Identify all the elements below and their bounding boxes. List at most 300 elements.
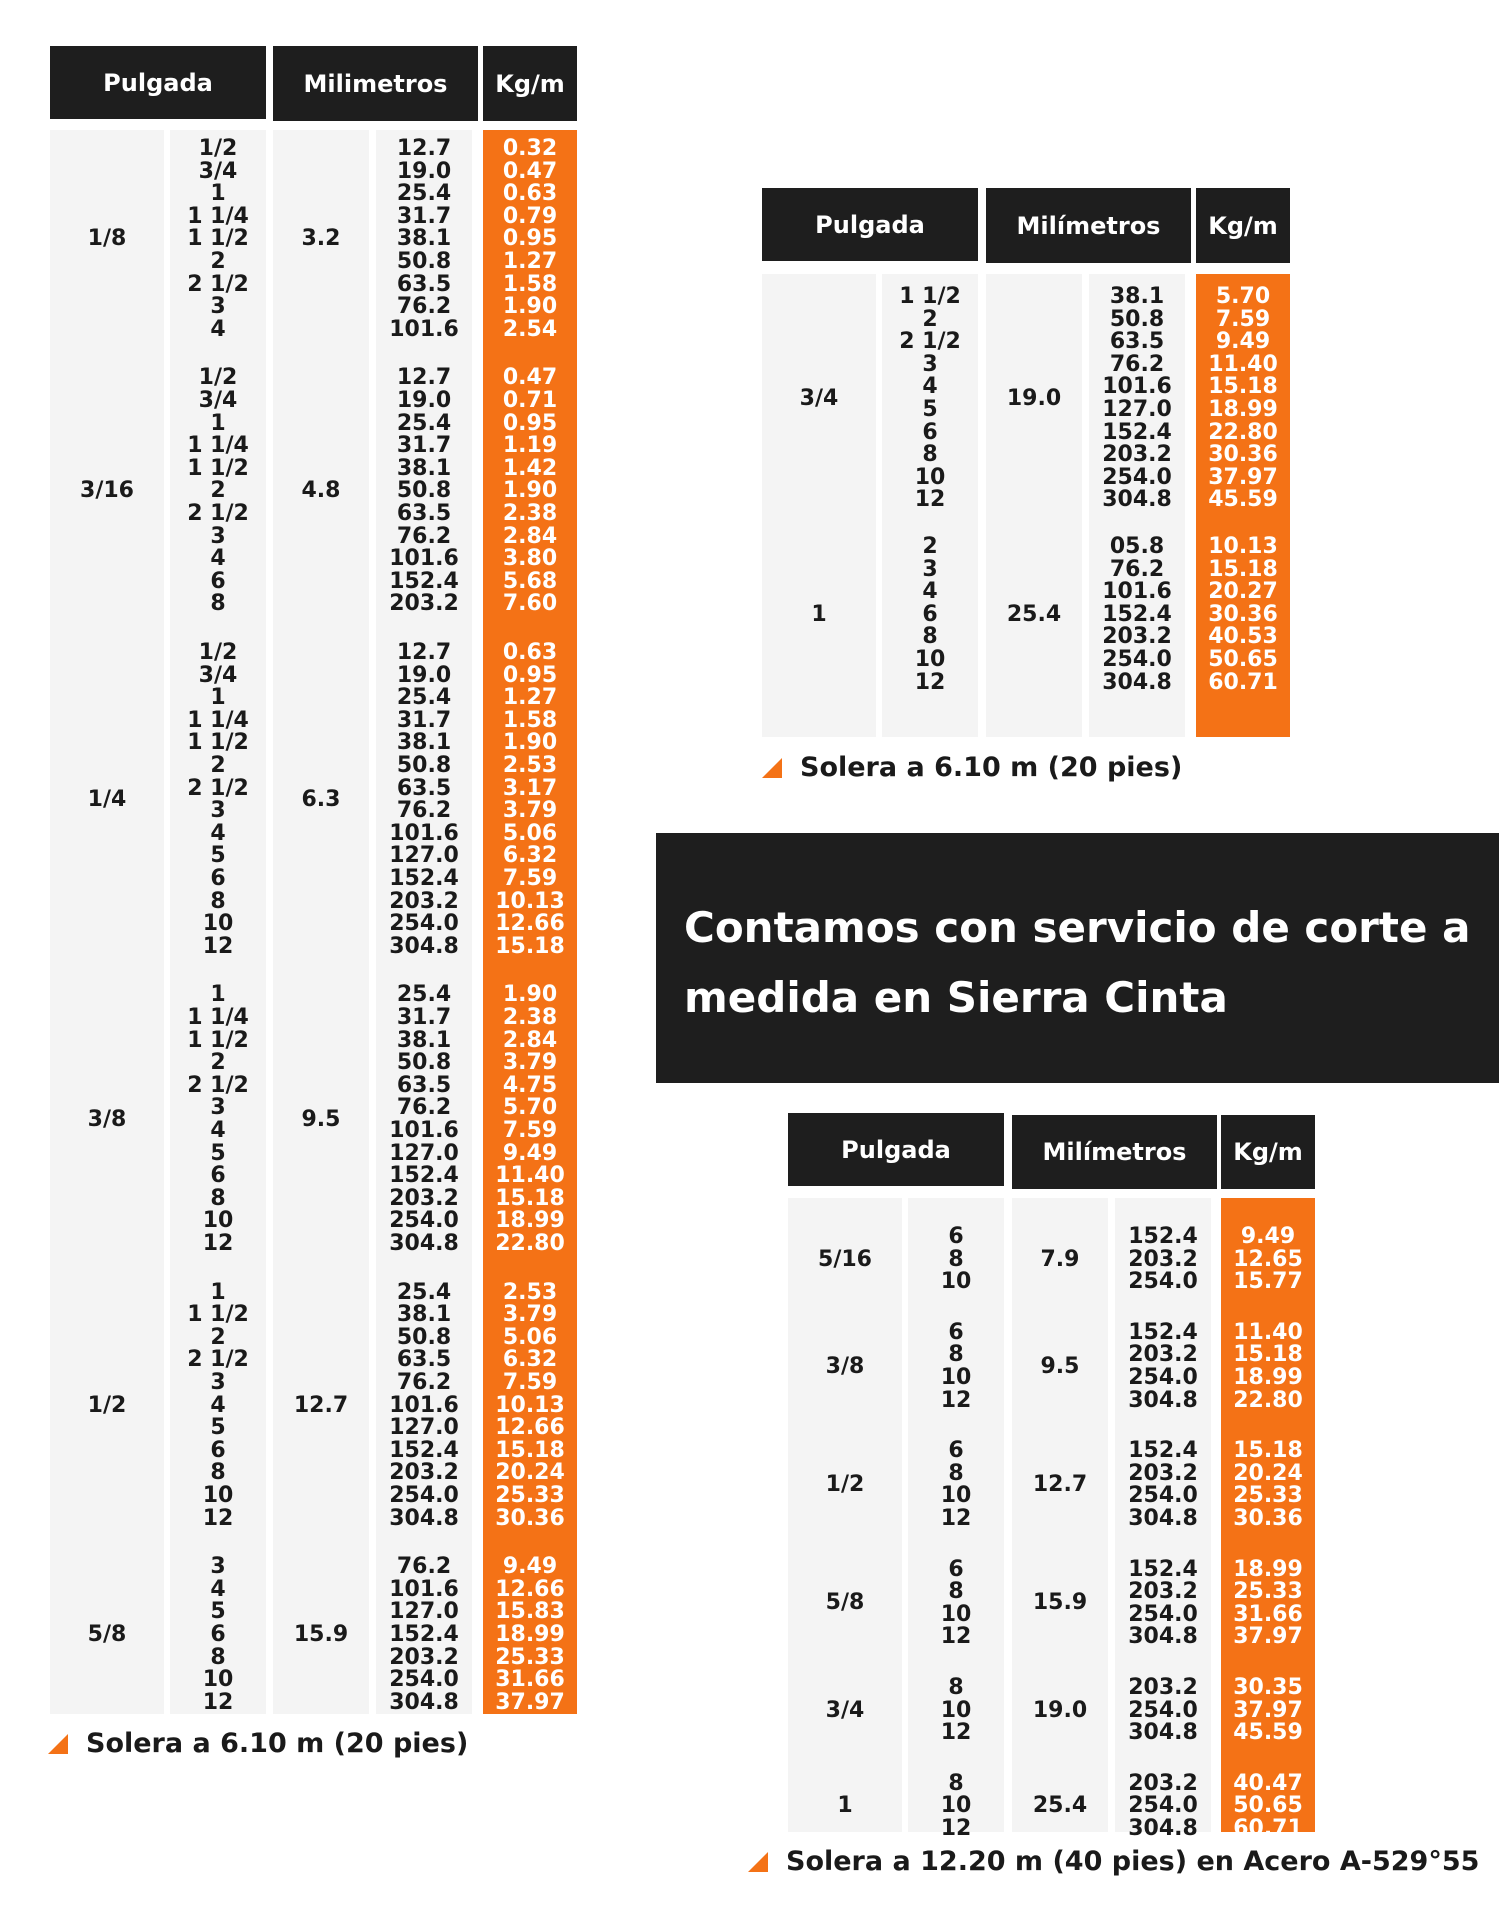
kg-value: 5.06 (502, 1324, 558, 1350)
width-value: 6 (210, 1437, 226, 1463)
thickness-cell: 3/16 (80, 478, 134, 504)
width-value: 2 1/2 (187, 271, 249, 297)
width-mm-value: 76.2 (396, 1095, 452, 1121)
width-mm-list-stack (389, 138, 459, 341)
width-value: 3 (210, 798, 226, 824)
thickness-cell: 1 (837, 1793, 853, 1819)
width-list (882, 536, 978, 694)
width-mm-value: 31.7 (396, 433, 452, 459)
width-mm-value: 101.6 (389, 1576, 459, 1602)
kg-list-stack (1208, 286, 1278, 512)
width-mm-list-stack (1128, 1677, 1198, 1745)
width-mm-value: 38.1 (396, 1302, 452, 1328)
thickness-cell: 1/2 (825, 1472, 865, 1498)
width-value: 12 (940, 1720, 972, 1746)
width-value: 10 (914, 464, 946, 490)
kg-value: 12.65 (1233, 1246, 1303, 1272)
width-mm-value: 101.6 (1102, 579, 1172, 605)
width-list (170, 642, 266, 958)
kg-value: 5.06 (502, 820, 558, 846)
width-value: 1 1/2 (187, 1027, 249, 1053)
kg-value: 5.70 (502, 1095, 558, 1121)
width-value: 12 (202, 933, 234, 959)
width-mm-value: 152.4 (389, 1163, 459, 1189)
width-value: 2 (210, 1324, 226, 1350)
kg-list-stack (1233, 1770, 1303, 1841)
width-value: 2 (922, 306, 938, 332)
width-mm-list (1089, 536, 1185, 694)
width-mm-list-stack (1128, 1440, 1198, 1530)
kg-value: 12.66 (495, 911, 565, 937)
kg-value: 25.33 (1233, 1483, 1303, 1509)
width-value: 8 (210, 1185, 226, 1211)
width-mm-value: 203.2 (1128, 1460, 1198, 1486)
width-value: 6 (210, 865, 226, 891)
width-mm-value: 152.4 (389, 568, 459, 594)
kg-value: 2.84 (502, 523, 558, 549)
width-list-stack (915, 536, 946, 694)
kg-list-stack (1233, 1556, 1303, 1650)
width-value: 6 (948, 1224, 964, 1249)
width-value: 3 (210, 294, 226, 320)
kg-value: 10.13 (495, 888, 565, 914)
kg-list-stack (1233, 1440, 1303, 1530)
width-value: 6 (210, 1621, 226, 1647)
kg-value: 15.18 (495, 1185, 565, 1211)
width-value: 5 (210, 1599, 226, 1625)
width-mm-value: 63.5 (1109, 329, 1165, 355)
kg-list (1196, 536, 1290, 694)
kg-value: 12.66 (495, 1415, 565, 1441)
width-mm-list (376, 138, 472, 341)
width-value: 10 (202, 911, 234, 937)
thickness-cell: 1/4 (87, 786, 127, 812)
thickness-mm-cell: 12.7 (293, 1392, 349, 1418)
kg-list-stack (503, 367, 557, 616)
width-mm-value: 254.0 (1128, 1793, 1198, 1819)
header-kgm: Kg/m (483, 46, 577, 121)
kg-value: 3.79 (502, 1302, 558, 1328)
kg-value: 11.40 (1233, 1319, 1303, 1345)
width-value: 12 (914, 669, 946, 695)
width-value: 2 1/2 (187, 500, 249, 526)
kg-list-stack (1233, 1677, 1303, 1745)
width-value: 10 (202, 1667, 234, 1693)
kg-value: 2.53 (502, 753, 558, 778)
kg-list-stack (1233, 1226, 1303, 1294)
width-value: 12 (914, 487, 946, 513)
width-value: 12 (940, 1624, 972, 1650)
caption-left (48, 1728, 468, 1759)
width-mm-value: 254.0 (1128, 1483, 1198, 1509)
kg-value: 9.49 (1240, 1224, 1296, 1249)
width-list (170, 138, 266, 341)
width-list-stack (187, 984, 249, 1255)
thickness-mm-cell: 12.7 (1032, 1472, 1088, 1498)
width-mm-value: 31.7 (396, 203, 452, 229)
width-value: 5 (922, 397, 938, 422)
width-mm-value: 63.5 (396, 1347, 452, 1373)
triangle-icon (48, 1734, 68, 1754)
width-mm-value: 254.0 (1102, 464, 1172, 490)
kg-value: 11.40 (495, 1163, 565, 1189)
width-mm-value: 203.2 (1128, 1579, 1198, 1605)
width-mm-value: 254.0 (389, 911, 459, 937)
width-mm-value: 254.0 (1128, 1364, 1198, 1390)
width-value: 2 1/2 (187, 1347, 249, 1373)
kg-value: 1.42 (502, 455, 558, 481)
thickness-mm-cell: 25.4 (1006, 601, 1062, 627)
width-mm-value: 254.0 (389, 1482, 459, 1508)
caption-right-bottom (748, 1846, 1479, 1877)
kg-value: 0.47 (502, 158, 558, 184)
kg-value: 5.70 (1215, 284, 1271, 310)
width-mm-value: 63.5 (396, 500, 452, 526)
header-milimetros: Milimetros (273, 46, 478, 121)
width-mm-value: 203.2 (1128, 1342, 1198, 1368)
width-value: 1 (210, 1279, 226, 1305)
width-mm-value: 25.4 (396, 181, 452, 207)
kg-value: 37.97 (1233, 1624, 1303, 1650)
width-mm-value: 25.4 (396, 410, 452, 436)
kg-value: 2.54 (502, 316, 558, 342)
width-value: 4 (210, 1117, 226, 1143)
width-value: 3 (210, 1095, 226, 1121)
width-value: 6 (948, 1319, 964, 1345)
kg-value: 3.80 (502, 546, 558, 572)
thickness-cell: 3/4 (799, 385, 839, 411)
width-value: 12 (940, 1505, 972, 1531)
thickness-cell: 1/8 (87, 226, 127, 252)
width-mm-value: 76.2 (396, 798, 452, 824)
width-mm-value: 25.4 (396, 1279, 452, 1305)
width-value: 10 (914, 646, 946, 672)
thickness-mm-cell: 6.3 (301, 786, 341, 812)
width-mm-value: 254.0 (389, 1208, 459, 1234)
width-value: 8 (210, 1644, 226, 1670)
width-value: 10 (940, 1601, 972, 1627)
width-mm-list (1115, 1556, 1211, 1650)
width-mm-list-stack (1128, 1319, 1198, 1413)
width-value: 6 (948, 1438, 964, 1464)
width-list-stack (940, 1319, 972, 1413)
width-mm-value: 203.2 (1102, 624, 1172, 650)
kg-value: 40.47 (1233, 1770, 1303, 1796)
thickness-cell: 3/4 (825, 1697, 865, 1723)
width-value: 3/4 (198, 158, 238, 184)
kg-value: 60.71 (1208, 669, 1278, 695)
width-mm-value: 254.0 (1128, 1697, 1198, 1723)
width-list (908, 1770, 1004, 1841)
triangle-icon (762, 758, 782, 778)
width-mm-value: 76.2 (396, 1370, 452, 1395)
kg-value: 0.63 (502, 640, 558, 666)
kg-value: 0.71 (502, 388, 558, 414)
width-mm-value: 76.2 (396, 1554, 452, 1580)
width-mm-value: 152.4 (1128, 1556, 1198, 1582)
width-mm-value: 50.8 (396, 1050, 452, 1076)
width-mm-value: 50.8 (396, 248, 452, 274)
width-mm-list-stack (1128, 1556, 1198, 1650)
width-list (170, 1279, 266, 1531)
width-list-stack (899, 286, 961, 512)
kg-value: 25.33 (495, 1644, 565, 1670)
width-list (908, 1677, 1004, 1745)
width-mm-value: 254.0 (389, 1667, 459, 1693)
width-value: 10 (940, 1793, 972, 1819)
width-mm-value: 38.1 (1109, 284, 1165, 310)
kg-list (1221, 1556, 1315, 1650)
width-value: 10 (940, 1364, 972, 1390)
width-list-stack (187, 367, 249, 616)
width-value: 8 (210, 591, 226, 617)
width-mm-value: 152.4 (1128, 1224, 1198, 1249)
kg-list-stack (503, 138, 557, 341)
width-mm-list (376, 1556, 472, 1714)
thickness-cell: 3/8 (87, 1106, 127, 1132)
kg-value: 3.79 (502, 798, 558, 824)
width-list (908, 1319, 1004, 1413)
kg-value: 18.99 (1208, 397, 1278, 422)
kg-value: 18.99 (495, 1208, 565, 1234)
kg-value: 2.84 (502, 1027, 558, 1053)
width-list (908, 1556, 1004, 1650)
width-value: 1 1/2 (187, 730, 249, 756)
width-value: 2 (210, 478, 226, 504)
width-value: 10 (940, 1269, 972, 1295)
kg-list-stack (495, 1556, 565, 1714)
width-value: 1 (210, 982, 226, 1008)
kg-list (1221, 1677, 1315, 1745)
width-mm-value: 127.0 (389, 1140, 459, 1166)
width-mm-value: 304.8 (1128, 1624, 1198, 1650)
header-pulgada: Pulgada (762, 188, 978, 261)
width-mm-list-stack (389, 642, 459, 958)
kg-value: 1.27 (502, 248, 558, 274)
width-mm-list-stack (389, 1556, 459, 1714)
caption-text: Solera a 6.10 m (20 pies) (800, 752, 1183, 783)
kg-list (483, 1556, 577, 1714)
kg-list (483, 367, 577, 616)
width-value: 2 1/2 (899, 329, 961, 355)
kg-value: 18.99 (1233, 1364, 1303, 1390)
thickness-cell: 1 (811, 601, 827, 627)
kg-value: 30.35 (1233, 1675, 1303, 1700)
kg-value: 2.38 (502, 1005, 558, 1031)
width-mm-value: 25.4 (396, 982, 452, 1008)
kg-value: 15.18 (495, 933, 565, 959)
kg-value: 30.36 (495, 1505, 565, 1531)
width-mm-value: 127.0 (389, 1599, 459, 1625)
width-value: 3 (210, 523, 226, 549)
width-mm-value: 304.8 (1128, 1505, 1198, 1531)
kg-value: 2.38 (502, 500, 558, 526)
kg-value: 15.18 (1208, 374, 1278, 400)
width-value: 8 (922, 442, 938, 468)
kg-value: 7.60 (502, 591, 558, 617)
thickness-mm-cell: 3.2 (301, 226, 341, 252)
kg-list-stack (495, 642, 565, 958)
kg-value: 25.33 (1233, 1579, 1303, 1605)
kg-value: 0.63 (502, 181, 558, 207)
width-mm-value: 63.5 (396, 775, 452, 801)
width-mm-value: 304.8 (389, 1689, 459, 1715)
width-value: 1 1/4 (187, 433, 249, 459)
thickness-mm-cell: 15.9 (293, 1621, 349, 1647)
width-value: 6 (948, 1556, 964, 1582)
kg-value: 11.40 (1208, 351, 1278, 377)
kg-value: 30.36 (1208, 601, 1278, 627)
width-mm-value: 127.0 (389, 1415, 459, 1441)
width-value: 3 (922, 556, 938, 582)
width-mm-list (1115, 1440, 1211, 1530)
width-mm-list (1115, 1226, 1211, 1294)
width-mm-value: 25.4 (396, 685, 452, 711)
width-mm-value: 50.8 (396, 753, 452, 778)
width-mm-value: 101.6 (389, 546, 459, 572)
kg-value: 9.49 (1215, 329, 1271, 355)
header-pulgada: Pulgada (788, 1113, 1004, 1186)
kg-value: 50.65 (1233, 1793, 1303, 1819)
width-mm-value: 127.0 (1102, 397, 1172, 422)
width-value: 1/2 (198, 136, 238, 162)
width-mm-value: 19.0 (396, 662, 452, 688)
header-pulgada: Pulgada (50, 46, 266, 119)
thickness-mm-cell: 9.5 (1040, 1353, 1080, 1379)
kg-value: 3.79 (502, 1050, 558, 1076)
thickness-cell: 5/16 (818, 1246, 872, 1272)
width-value: 12 (940, 1387, 972, 1413)
width-value: 8 (948, 1770, 964, 1796)
width-value: 2 1/2 (187, 1072, 249, 1098)
width-value: 6 (922, 601, 938, 627)
width-mm-value: 203.2 (1128, 1246, 1198, 1272)
width-mm-list-stack (1102, 536, 1172, 694)
kg-value: 0.95 (502, 410, 558, 436)
width-value: 3/4 (198, 662, 238, 688)
kg-value: 31.66 (495, 1667, 565, 1693)
kg-list (483, 984, 577, 1255)
width-mm-value: 19.0 (396, 158, 452, 184)
width-value: 4 (210, 546, 226, 572)
width-mm-value: 203.2 (389, 1644, 459, 1670)
kg-value: 7.59 (502, 1117, 558, 1143)
width-list-stack (940, 1556, 972, 1650)
width-value: 1/2 (198, 365, 238, 391)
width-value: 5 (210, 1140, 226, 1166)
kg-value: 1.90 (502, 730, 558, 756)
width-list-stack (187, 1279, 249, 1531)
kg-value: 25.33 (495, 1482, 565, 1508)
kg-value: 7.59 (502, 865, 558, 891)
header-milimetros: Milímetros (1012, 1115, 1217, 1189)
width-mm-value: 304.8 (1128, 1815, 1198, 1841)
kg-value: 40.53 (1208, 624, 1278, 650)
width-mm-value: 76.2 (396, 523, 452, 549)
width-value: 4 (922, 374, 938, 400)
kg-value: 7.59 (1215, 306, 1271, 332)
triangle-icon (748, 1852, 768, 1872)
width-mm-value: 101.6 (389, 1392, 459, 1418)
width-mm-list (1115, 1677, 1211, 1745)
service-banner (656, 833, 1499, 1083)
width-mm-value: 31.7 (396, 1005, 452, 1031)
header-kgm: Kg/m (1196, 188, 1290, 263)
width-value: 4 (210, 1576, 226, 1602)
width-mm-list-stack (1128, 1226, 1198, 1294)
width-mm-list-stack (1102, 286, 1172, 512)
thickness-cell: 1/2 (87, 1392, 127, 1418)
width-list-stack (941, 1226, 972, 1294)
kg-value: 50.65 (1208, 646, 1278, 672)
width-value: 8 (948, 1675, 964, 1700)
width-mm-value: 31.7 (396, 707, 452, 733)
kg-value: 18.99 (1233, 1556, 1303, 1582)
kg-value: 15.18 (1208, 556, 1278, 582)
width-mm-value: 304.8 (389, 1505, 459, 1531)
width-mm-value: 19.0 (396, 388, 452, 414)
width-mm-value: 203.2 (389, 1185, 459, 1211)
width-mm-value: 152.4 (389, 1437, 459, 1463)
width-value: 3 (210, 1370, 226, 1395)
width-mm-list (376, 1279, 472, 1531)
width-list (908, 1440, 1004, 1530)
width-value: 1 1/2 (899, 284, 961, 310)
width-value: 3 (922, 351, 938, 377)
width-mm-value: 254.0 (1128, 1601, 1198, 1627)
width-value: 6 (922, 419, 938, 445)
width-mm-value: 127.0 (389, 843, 459, 869)
width-mm-value: 76.2 (396, 294, 452, 320)
kg-value: 20.24 (1233, 1460, 1303, 1486)
kg-value: 20.27 (1208, 579, 1278, 605)
width-value: 1 (210, 685, 226, 711)
kg-value: 31.66 (1233, 1601, 1303, 1627)
kg-value: 15.83 (495, 1599, 565, 1625)
width-mm-list-stack (389, 1279, 459, 1531)
width-value: 8 (210, 1460, 226, 1486)
thickness-mm-cell: 19.0 (1032, 1697, 1088, 1723)
kg-value: 15.18 (1233, 1438, 1303, 1464)
width-mm-value: 38.1 (396, 730, 452, 756)
width-value: 8 (922, 624, 938, 650)
kg-value: 1.19 (502, 433, 558, 459)
width-mm-value: 254.0 (1102, 646, 1172, 672)
width-list (882, 286, 978, 512)
width-mm-value: 203.2 (389, 1460, 459, 1486)
width-mm-value: 50.8 (396, 478, 452, 504)
width-mm-list (376, 984, 472, 1255)
kg-value: 30.36 (1208, 442, 1278, 468)
width-value: 3/4 (198, 388, 238, 414)
width-list-stack (941, 1440, 972, 1530)
kg-value: 10.13 (1208, 534, 1278, 560)
kg-value: 1.27 (502, 685, 558, 711)
kg-value: 10.13 (495, 1392, 565, 1418)
width-value: 2 (210, 1050, 226, 1076)
width-value: 5 (210, 843, 226, 869)
width-mm-value: 12.7 (396, 640, 452, 666)
kg-value: 1.58 (502, 707, 558, 733)
kg-list (483, 1279, 577, 1531)
width-value: 3 (210, 1554, 226, 1580)
kg-value: 1.90 (502, 478, 558, 504)
width-value: 6 (210, 1163, 226, 1189)
width-value: 2 1/2 (187, 775, 249, 801)
width-mm-list (1115, 1770, 1211, 1841)
thickness-cell: 5/8 (87, 1621, 127, 1647)
width-value: 4 (210, 1392, 226, 1418)
